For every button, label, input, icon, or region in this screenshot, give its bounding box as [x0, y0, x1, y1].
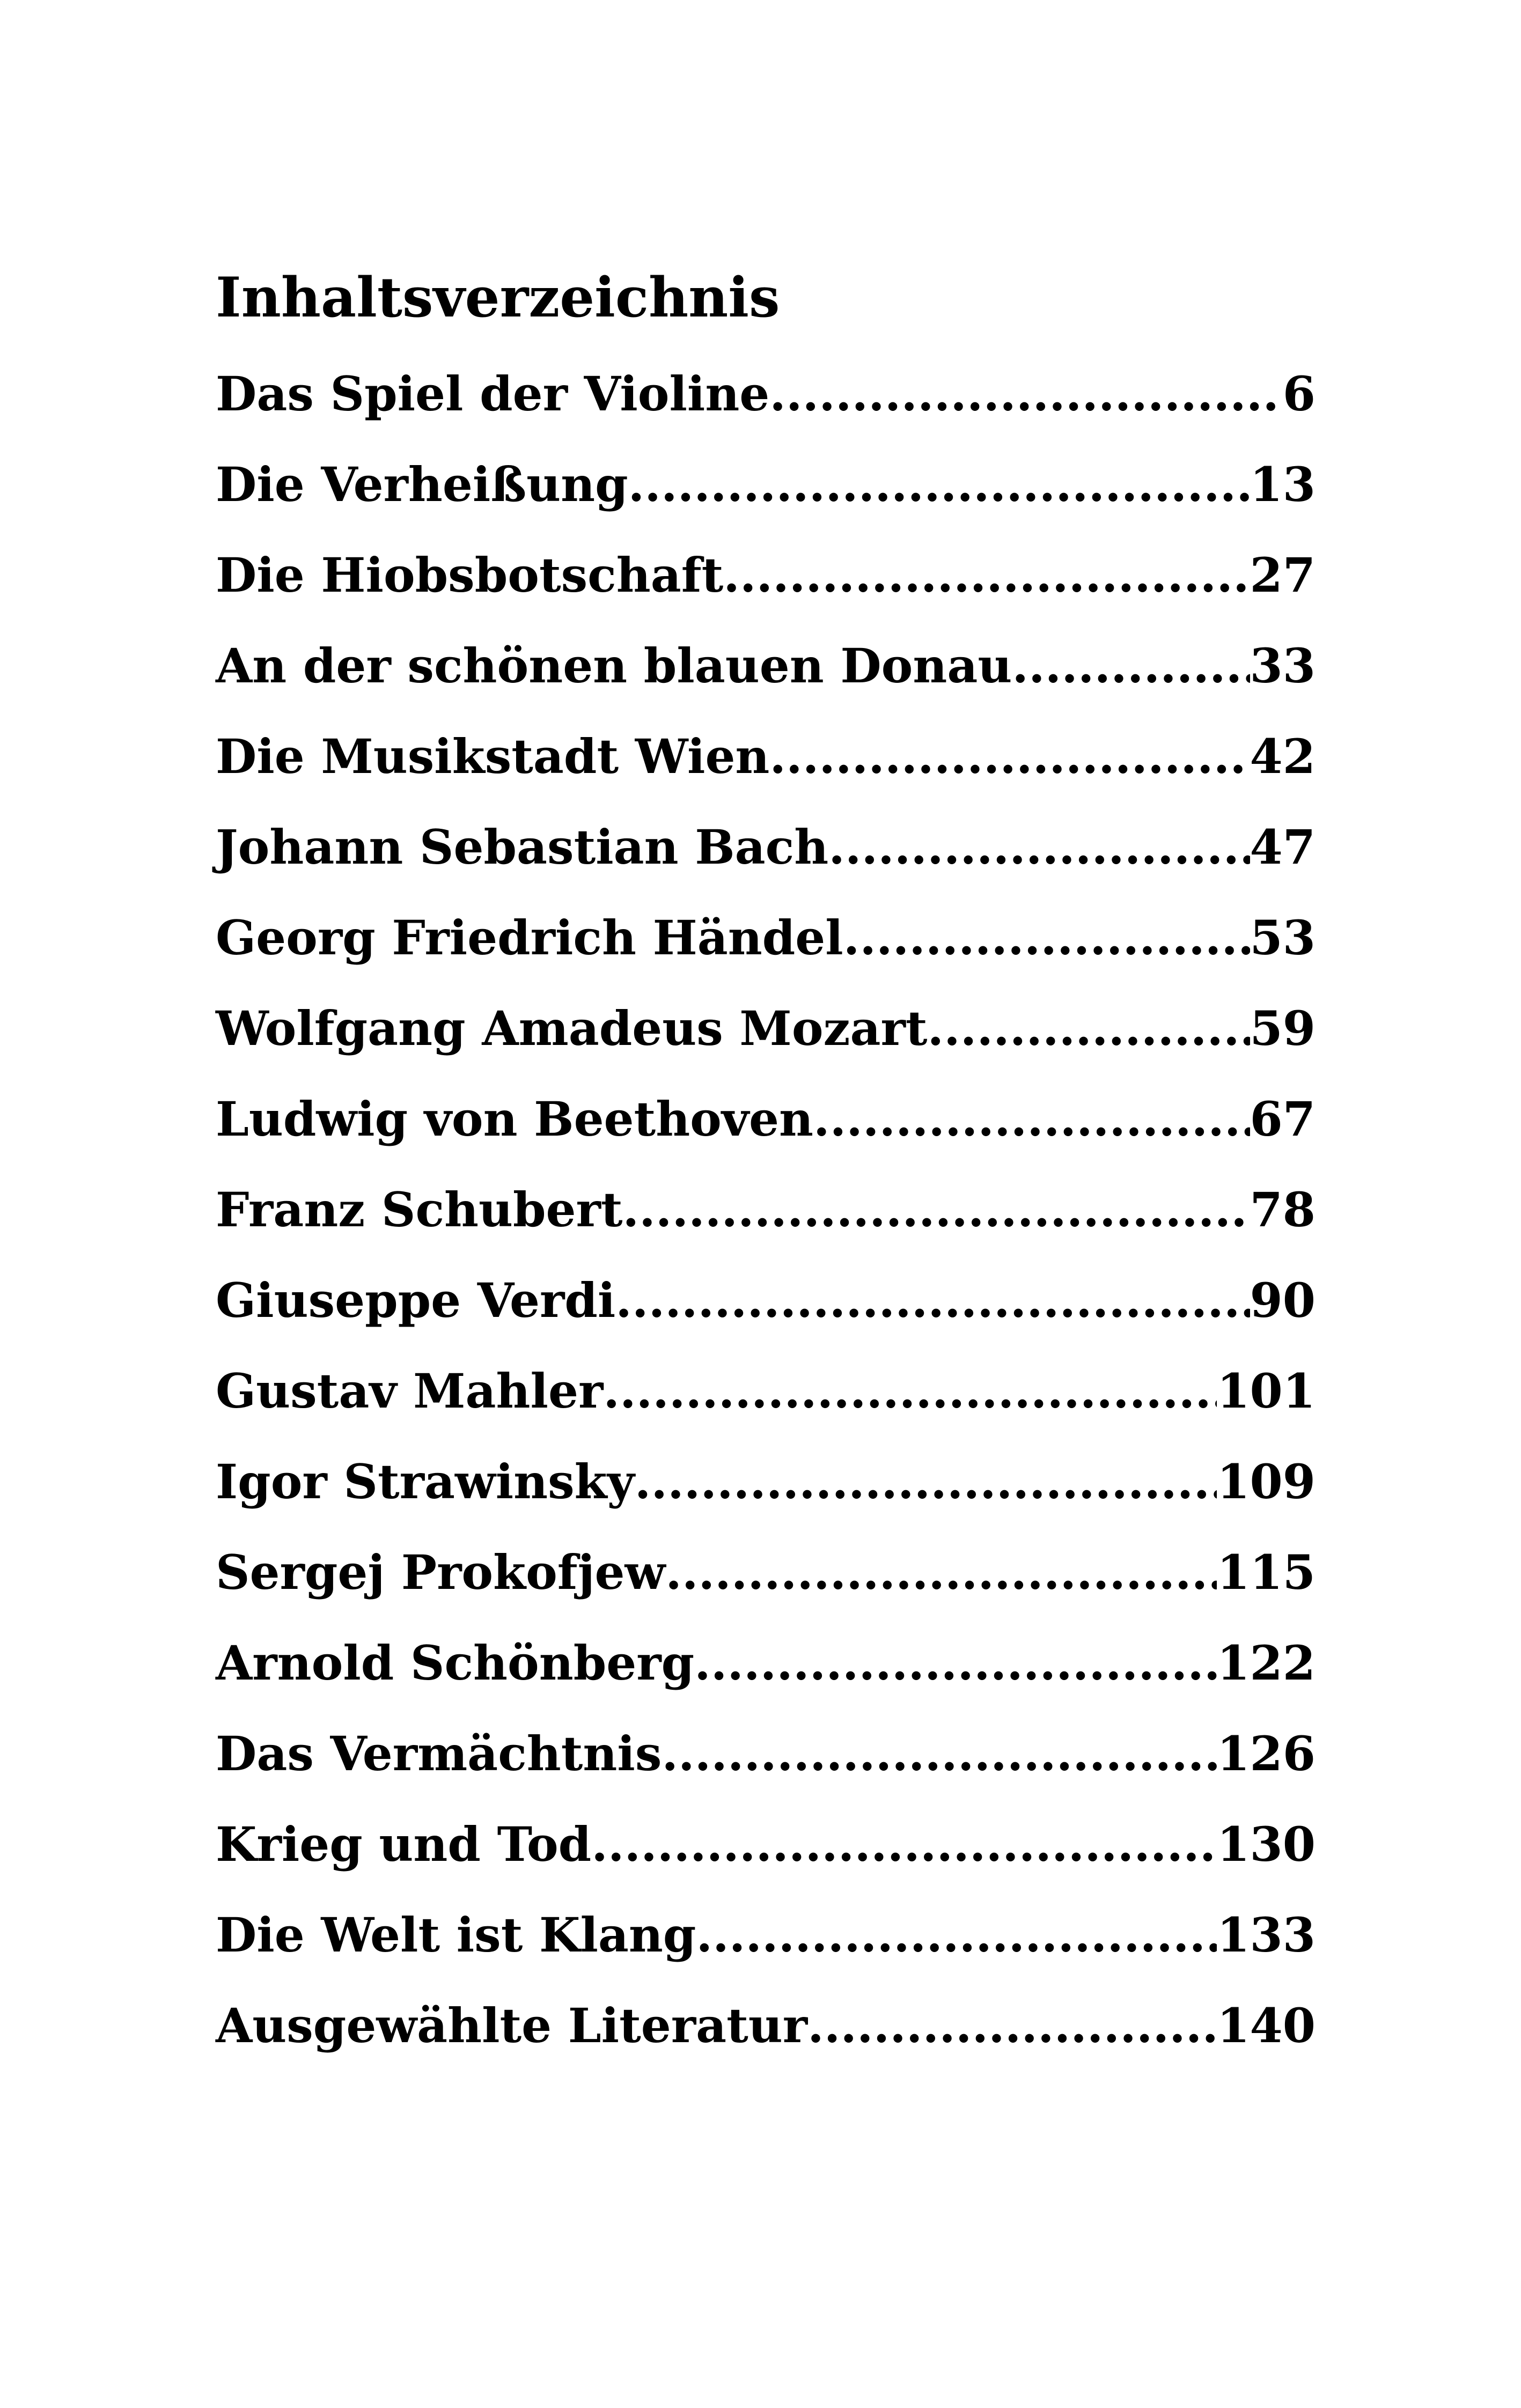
page-title: Inhaltsverzeichnis [216, 266, 780, 330]
dot-leader [843, 893, 1250, 983]
toc-entry [216, 893, 1316, 983]
toc-entry [216, 1165, 1316, 1255]
toc-entry-page-number: 101 [1217, 1363, 1316, 1419]
toc-entry-title: Gustav Mahler [216, 1363, 604, 1419]
dot-leader [928, 983, 1250, 1074]
toc-entry-page-number: 13 [1250, 456, 1316, 512]
dot-leader [694, 1618, 1217, 1709]
toc-entry [216, 1618, 1316, 1709]
toc-entry-page-number: 33 [1250, 638, 1316, 694]
dot-leader [769, 711, 1250, 802]
toc-entry-page-number: 126 [1217, 1726, 1316, 1781]
toc-entry-page-number: 109 [1217, 1454, 1316, 1509]
toc-entry [216, 711, 1316, 802]
toc-entry-page-number: 130 [1217, 1816, 1316, 1872]
toc-entry-title: Ludwig von Beethoven [216, 1091, 813, 1147]
dot-leader [591, 1799, 1217, 1890]
toc-entry [216, 1346, 1316, 1437]
table-of-contents [216, 349, 1316, 2071]
toc-entry-title: Sergej Prokofjew [216, 1544, 666, 1600]
toc-entry-page-number: 133 [1217, 1907, 1316, 1963]
dot-leader [635, 1437, 1217, 1527]
toc-entry [216, 530, 1316, 621]
toc-entry-title: An der schönen blauen Donau [216, 638, 1012, 694]
toc-entry [216, 1527, 1316, 1618]
toc-entry [216, 983, 1316, 1074]
toc-entry [216, 621, 1316, 711]
toc-entry-page-number: 78 [1250, 1182, 1316, 1238]
toc-entry [216, 1980, 1316, 2071]
toc-entry [216, 349, 1316, 439]
toc-entry-title: Die Musikstadt Wien [216, 728, 770, 784]
toc-entry-page-number: 90 [1250, 1272, 1316, 1328]
dot-leader [603, 1346, 1217, 1437]
toc-entry [216, 1709, 1316, 1799]
toc-entry-title: Johann Sebastian Bach [216, 819, 829, 875]
dot-leader [623, 1165, 1250, 1255]
toc-entry-title: Das Spiel der Violine [216, 366, 770, 422]
toc-entry [216, 1255, 1316, 1346]
toc-entry-title: Das Vermächtnis [216, 1726, 662, 1781]
toc-entry-title: Franz Schubert [216, 1182, 623, 1238]
toc-entry-title: Igor Strawinsky [216, 1454, 635, 1509]
dot-leader [723, 530, 1250, 621]
dot-leader [807, 1980, 1217, 2071]
toc-entry [216, 1890, 1316, 1980]
toc-entry-title: Die Hiobsbotschaft [216, 547, 724, 603]
toc-entry-page-number: 67 [1250, 1091, 1316, 1147]
toc-entry-page-number: 122 [1217, 1635, 1316, 1691]
toc-entry [216, 1074, 1316, 1165]
toc-entry-page-number: 59 [1250, 1000, 1316, 1056]
toc-entry-page-number: 115 [1217, 1544, 1316, 1600]
toc-entry-title: Ausgewählte Literatur [216, 1998, 808, 2053]
toc-entry [216, 439, 1316, 530]
toc-entry-title: Die Welt ist Klang [216, 1907, 696, 1963]
dot-leader [696, 1890, 1217, 1980]
toc-entry [216, 1799, 1316, 1890]
toc-entry [216, 802, 1316, 893]
dot-leader [828, 802, 1250, 893]
dot-leader [665, 1527, 1217, 1618]
toc-entry-title: Georg Friedrich Händel [216, 910, 843, 966]
toc-entry-title: Die Verheißung [216, 456, 628, 512]
dot-leader [628, 439, 1250, 530]
dot-leader [769, 349, 1282, 439]
toc-entry-page-number: 42 [1250, 728, 1316, 784]
toc-entry-page-number: 6 [1282, 366, 1316, 422]
dot-leader [813, 1074, 1250, 1165]
toc-entry-title: Krieg und Tod [216, 1816, 592, 1872]
toc-entry-title: Giuseppe Verdi [216, 1272, 616, 1328]
toc-entry-title: Arnold Schönberg [216, 1635, 695, 1691]
toc-entry-page-number: 27 [1250, 547, 1316, 603]
toc-entry-title: Wolfgang Amadeus Mozart [216, 1000, 928, 1056]
toc-entry-page-number: 47 [1250, 819, 1316, 875]
dot-leader [662, 1709, 1217, 1799]
toc-entry-page-number: 140 [1217, 1998, 1316, 2053]
dot-leader [1012, 621, 1250, 711]
toc-entry-page-number: 53 [1250, 910, 1316, 966]
dot-leader [615, 1255, 1250, 1346]
toc-entry [216, 1437, 1316, 1527]
